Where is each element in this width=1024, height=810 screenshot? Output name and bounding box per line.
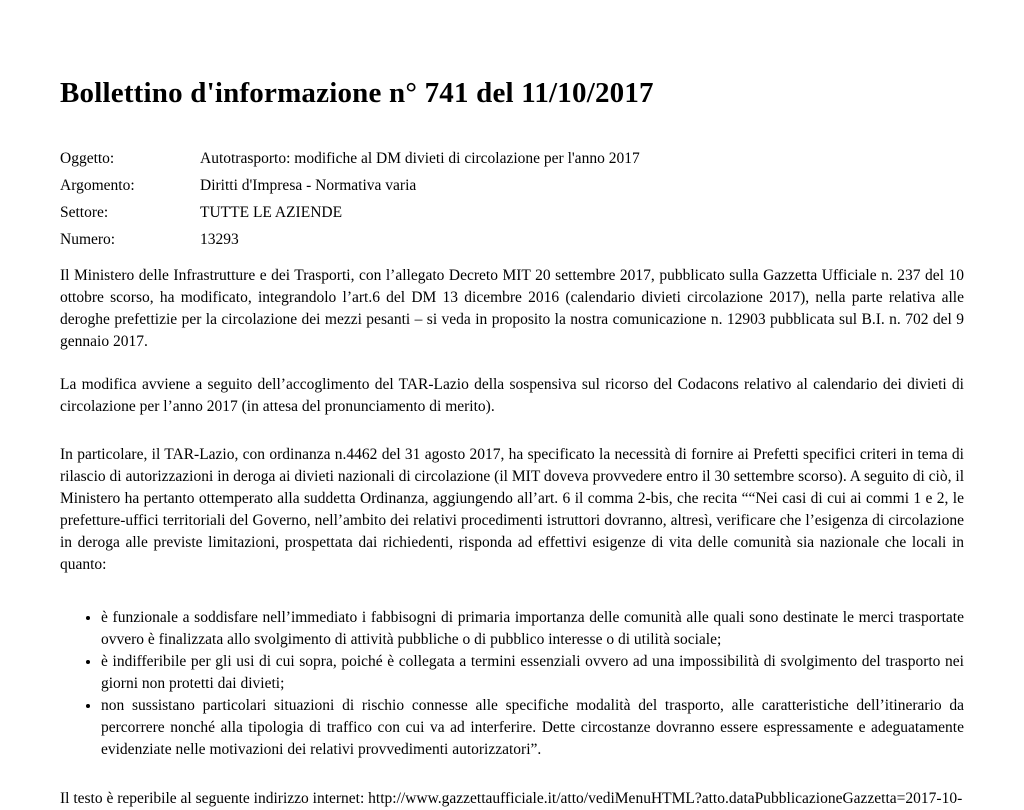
paragraph: Il Ministero delle Infrastrutture e dei Trasporti, con l’allegato Decreto MIT 20 settembre 2017, pubblicato sulla Gazzetta Ufficiale n. 237 del 10 ottobre scorso, ha modificato, integrandolo l’art.6 del DM 13 dicembre 2016 (calendario divieti circolazione 2017), nella parte relativa alle deroghe prefettizie per la circolazione dei mezzi pesanti – si veda in proposito la nostra comunicazione n. 12903 pubblicata sul B.I. n. 702 del 9 gennaio 2017. <box>60 266 964 350</box>
source-url-line: Il testo è reperibile al seguente indirizzo internet: http://www.gazzettaufficiale.it/atto/vediMenuHTML?atto.dataPubblicazioneGazzetta=2017-10- <box>60 789 963 807</box>
bullet-list <box>60 607 964 761</box>
metadata-value: 13293 <box>200 230 239 248</box>
bullet-item: • è funzionale a soddisfare nell’immediato i fabbisogni di primaria importanza delle comunità alle quali sono destinate le merci trasportate ovvero è finalizzata allo svolgimento di attività pubbliche o di pubblico interesse o di utilità sociale; <box>101 607 964 651</box>
metadata-label: Argomento: <box>60 176 135 194</box>
paragraph: La modifica avviene a seguito dell’accoglimento del TAR-Lazio della sospensiva sul ricorso del Codacons relativo al calendario dei divieti di circolazione per l’anno 2017 (in attesa del pronunciamento di merito). <box>60 375 964 415</box>
metadata-value: Diritti d'Impresa - Normativa varia <box>200 176 417 194</box>
paragraph: In particolare, il TAR-Lazio, con ordinanza n.4462 del 31 agosto 2017, ha specificato la necessità di fornire ai Prefetti specifici criteri in tema di rilascio di autorizzazioni in deroga ai divieti nazionali di circolazione (il MIT doveva provvedere entro il 30 settembre scorso). A seguito di ciò, il Ministero ha pertanto ottemperato alla suddetta Ordinanza, aggiungendo all’art. 6 il comma 2-bis, che recita ““Nei casi di cui ai commi 1 e 2, le prefetture-uffici territoriali del Governo, nell’ambito dei relativi procedimenti istruttori dovranno, altresì, verificare che l’esigenza di circolazione in deroga alle previste limitazioni, prospettata dai richiedenti, risponda ad effettivi esigenze di vita delle comunità sia nazionale che locali in quanto: <box>60 445 964 573</box>
metadata-label: Oggetto: <box>60 149 115 167</box>
article-text <box>60 265 964 810</box>
metadata-row-settore <box>60 199 964 226</box>
metadata-value: Autotrasporto: modifiche al DM divieti di circolazione per l'anno 2017 <box>200 149 640 167</box>
metadata-row-argomento <box>60 172 964 199</box>
metadata-row-oggetto <box>60 145 964 172</box>
metadata-block <box>60 145 964 253</box>
metadata-label: Numero: <box>60 230 116 248</box>
page-title: Bollettino d'informazione n° 741 del 11/10/2017 <box>60 77 654 109</box>
metadata-value: TUTTE LE AZIENDE <box>200 203 343 221</box>
bullet-item: • non sussistano particolari situazioni di rischio connesse alle specifiche modalità del trasporto, alle caratteristiche dell’itinerario da percorrere nonché alla tipologia di traffico con cui va ad interferire. Dette circostanze dovranno essere espressamente e adeguatamente evidenziate nelle motivazioni dei relativi provvedimenti autorizzatori”. <box>101 695 964 761</box>
metadata-row-numero <box>60 226 964 253</box>
bullet-item: • è indifferibile per gli usi di cui sopra, poiché è collegata a termini essenziali ovvero ad una impossibilità di svolgimento del trasporto nei giorni non protetti dai divieti; <box>101 651 964 695</box>
metadata-label: Settore: <box>60 203 109 221</box>
